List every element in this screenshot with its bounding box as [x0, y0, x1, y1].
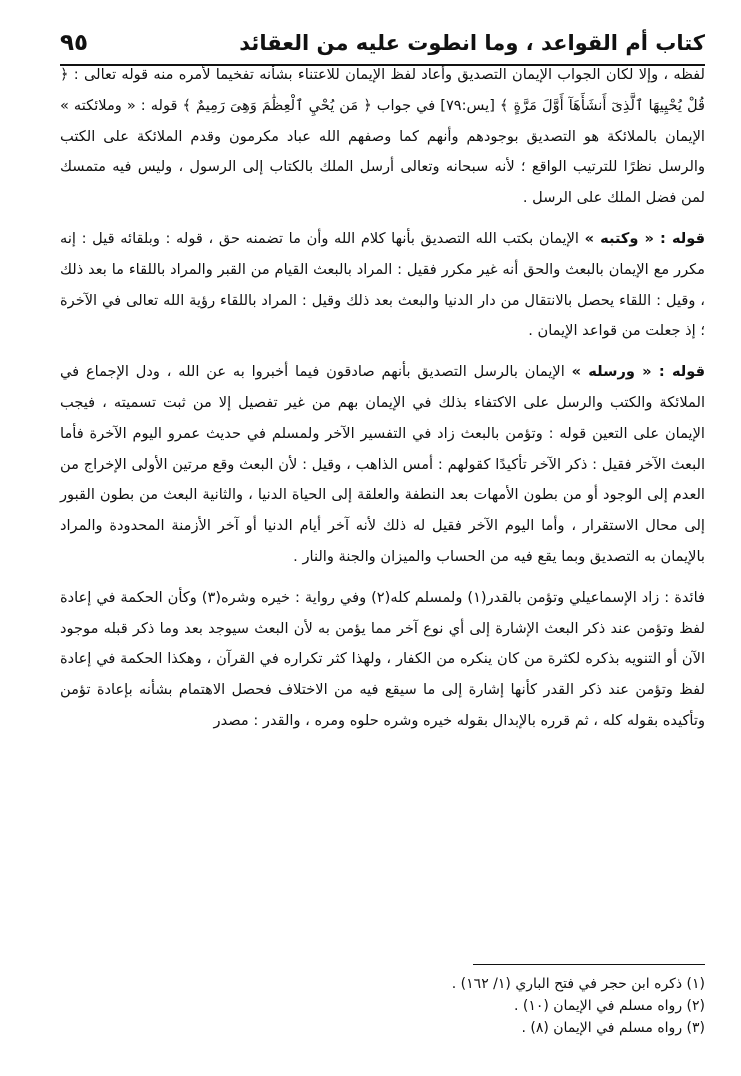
- paragraph: [60, 224, 705, 347]
- paragraph-text: الإيمان بكتب الله التصديق بأنها كلام الله وأن ما تضمنه حق ، قوله : وبلقائه قيل : إنه مكرر مع الإيمان بالبعث والحق أنه غير مكرر فقيل : المراد بالبعث القيام من القبر والمراد باللقاء ما بعد ذلك ، وقيل : اللقاء يحصل بالانتقال من دار الدنيا والبعث بعد ذلك وقيل : المراد باللقاء رؤية الله تعالى في الآخرة ؛ إذ جعلت من قواعد الإيمان .: [60, 229, 705, 340]
- page-number: ٩٥: [60, 29, 89, 56]
- paragraph: [60, 60, 705, 214]
- paragraph-lead: قوله : « ورسله »: [571, 363, 705, 381]
- main-text: [60, 60, 705, 737]
- footnote: (٢) رواه مسلم في الإيمان (١٠) .: [513, 998, 705, 1014]
- paragraph: [60, 583, 705, 737]
- footnotes: [60, 964, 705, 1039]
- footnote: (٣) رواه مسلم في الإيمان (٨) .: [521, 1020, 705, 1036]
- paragraph-text: فائدة : زاد الإسماعيلي وتؤمن بالقدر(١) ولمسلم كله(٢) وفي رواية : خيره وشره(٣) وكأن الحكمة في إعادة لفظ وتؤمن عند ذكر البعث الإشارة إلى أي نوع آخر مما يؤمن به لأن البعث سيوجد بعد وما ذكر قبله موجود الآن أو التنويه بذكره لكثرة من كان ينكره من الكفار ، ولهذا كثر تكراره في القرآن ، وهكذا الحكمة في إعادة لفظ وتؤمن عند ذكر القدر كأنها إشارة إلى ما سيقع فيه من الاختلاف فحصل الاهتمام بشأنه بإعادة تؤمن وتأكيده بقوله كله ، ثم قرره بالإبدال بقوله خيره وشره حلوه ومره ، والقدر : مصدر: [60, 588, 705, 729]
- footnote: (١) ذكره ابن حجر في فتح الباري (١/ ١٦٢) .: [451, 976, 705, 992]
- paragraph-text: لفظه ، وإلا لكان الجواب الإيمان التصديق وأعاد لفظ الإيمان للاعتناء بشأنه تفخيما لأمره منه قوله تعالى : ﴿ قُلْ يُحْيِيهَا ٱلَّذِىٓ أَنشَأَهَآ أَوَّلَ مَرَّةٍ ﴾ [يس:٧٩] في جواب ﴿ مَن يُحْيِ ٱلْعِظَٰمَ وَهِىَ رَمِيمٌ ﴾ قوله : « وملائكته » الإيمان بالملائكة هو التصديق بوجودهم وأنهم كما وصفهم الله عباد مكرمون وقدم الملائكة على الكتب والرسل نظرًا للترتيب الواقع ؛ لأنه سبحانه وتعالى أرسل الملك بالكتاب إلى الرسول ، وليس فيه متمسك لمن فضل الملك على الرسل .: [60, 66, 705, 207]
- paragraph-lead: قوله : « وكتبه »: [584, 229, 705, 247]
- paragraph-text: الإيمان بالرسل التصديق بأنهم صادقون فيما أخبروا به عن الله ، ودل الإجماع في الملائكة والكتب والرسل على الاكتفاء بذلك في الإيمان بهم من غير تفصيل إلا من ثبت تسميته ، فيجب الإيمان على التعين قوله : وتؤمن بالبعث زاد في التفسير الآخر ولمسلم في حديث عمرو اليوم الآخرة فأما البعث الآخر فقيل : ذكر الآخر تأكيدًا كقولهم : أمس الذاهب ، وقيل : لأن البعث وقع مرتين الأولى الإخراج من العدم إلى الوجود أو من بطون الأمهات بعد النطفة والعلقة إلى الحياة الدنيا ، والثانية البعث من بطون القبور إلى محال الاستقرار ، وأما اليوم الآخر فقيل له ذلك لأنه آخر أيام الدنيا أو آخر الأزمنة المحدودة والمراد بالإيمان به التصديق وبما يقع فيه من الحساب والميزان والجنة والنار .: [60, 363, 705, 565]
- paragraph: [60, 357, 705, 573]
- footnote-divider: [473, 964, 705, 965]
- running-title: كتاب أم القواعد ، وما انطوت عليه من العقائد: [239, 30, 705, 55]
